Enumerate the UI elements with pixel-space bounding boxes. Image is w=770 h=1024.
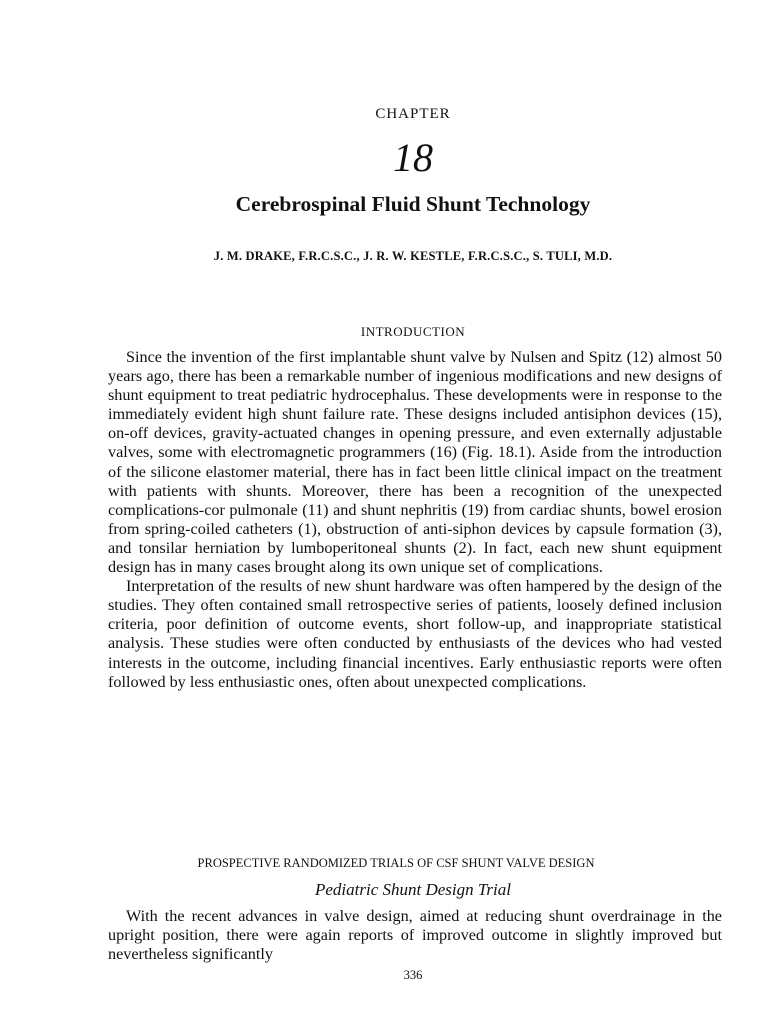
- page-number: 336: [403, 968, 423, 982]
- chapter-number: 18: [393, 135, 433, 180]
- intro-paragraph-1: Since the invention of the first implantable shunt valve by Nulsen and Spitz (12) almost 50 years ago, there has been a remarkable number of ingenious modifications and new designs of shunt equipment to treat pediatric hydrocephalus. These developments were in response to the immediately evident high shunt failure rate. These designs included antisiphon devices (15), on-off devices, gravity-actuated changes in opening pressure, and even externally adjustable valves, some with electromagnetic programmers (16) (Fig. 18.1). Aside from the introduction of the silicone elastomer material, there has in fact been little clinical impact on the treatment with patients with shunts. Moreover, there has been a recognition of the unexpected complications-cor pulmonale (11) and shunt nephritis (19) from cardiac shunts, bowel erosion from spring-coiled catheters (1), obstruction of anti-siphon devices by capsule formation (3), and tonsilar herniation by lumboperitoneal shunts (2). In fact, each new shunt equipment design has in many cases brought along its own unique set of complications.: [108, 348, 722, 577]
- trials-subheading: Pediatric Shunt Design Trial: [315, 880, 511, 899]
- trials-body: [108, 907, 722, 964]
- authors-line: J. M. DRAKE, F.R.C.S.C., J. R. W. KESTLE, F.R.C.S.C., S. TULI, M.D.: [213, 249, 613, 263]
- trials-heading: PROSPECTIVE RANDOMIZED TRIALS OF CSF SHUNT VALVE DESIGN: [197, 856, 595, 870]
- introduction-body: [108, 348, 722, 692]
- chapter-title: Cerebrospinal Fluid Shunt Technology: [235, 192, 591, 216]
- trial-paragraph-1: With the recent advances in valve design, aimed at reducing shunt overdrainage in the upright position, there were again reports of improved outcome in slightly improved but nevertheless significantly: [108, 907, 722, 964]
- introduction-heading: INTRODUCTION: [360, 324, 466, 339]
- intro-paragraph-2: Interpretation of the results of new shunt hardware was often hampered by the design of the studies. They often contained small retrospective series of patients, loosely defined inclusion criteria, poor definition of outcome events, short follow-up, and inappropriate statistical analysis. These studies were often conducted by enthusiasts of the devices who had vested interests in the outcome, including financial incentives. Early enthusiastic reports were often followed by less enthusiastic ones, often about unexpected complications.: [108, 577, 722, 691]
- chapter-label: CHAPTER: [375, 106, 451, 122]
